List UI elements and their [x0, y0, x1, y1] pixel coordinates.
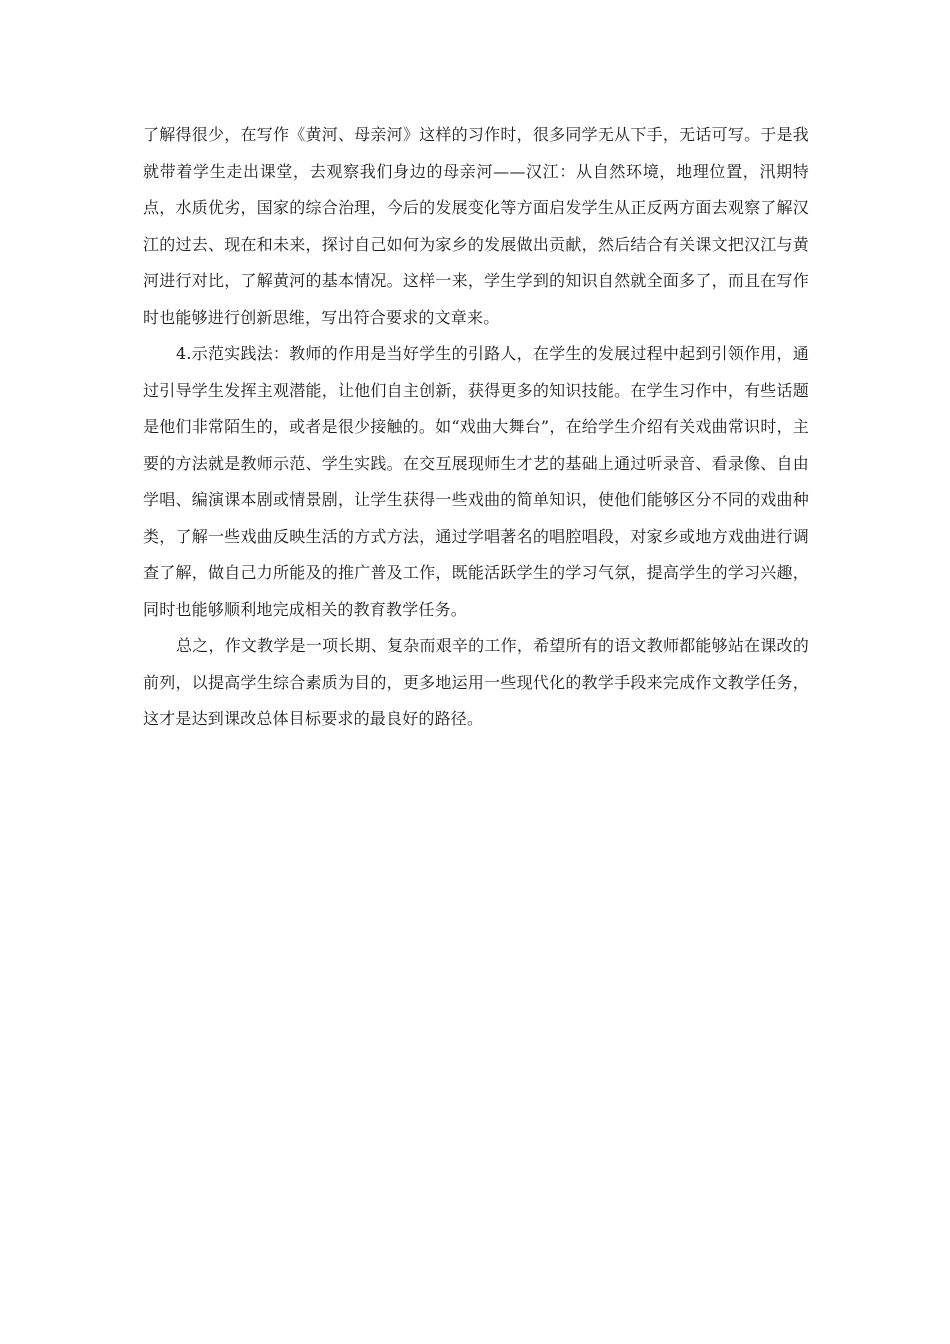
paragraph-demonstration-practice-method: 4.示范实践法：教师的作用是当好学生的引路人，在学生的发展过程中起到引领作用，通过引导学生发挥主观潜能，让他们自主创新，获得更多的知识技能。在学生习作中，有些话题是他们非常陌生的，或者是很少接触的。如“戏曲大舞台”，在给学生介绍有关戏曲常识时，主要的方法就是教师示范、学生实践。在交互展现师生才艺的基础上通过听录音、看录像、自由学唱、编演课本剧或情景剧，让学生获得一些戏曲的简单知识，使他们能够区分不同的戏曲种类，了解一些戏曲反映生活的方式方法，通过学唱著名的唱腔唱段，对家乡或地方戏曲进行调查了解，做自己力所能及的推广普及工作，既能活跃学生的学习气氛，提高学生的学习兴趣，同时也能够顺利地完成相关的教育教学任务。	[143, 344, 809, 619]
paragraph-conclusion: 总之，作文教学是一项长期、复杂而艰辛的工作，希望所有的语文教师都能够站在课改的前列，以提高学生综合素质为目的，更多地运用一些现代化的教学手段来完成作文教学任务，这才是达到课改总体目标要求的最良好的路径。	[143, 636, 809, 728]
paragraph-yellow-river-continuation: 了解得很少，在写作《黄河、母亲河》这样的习作时，很多同学无从下手，无话可写。于是我就带着学生走出课堂，去观察我们身边的母亲河——汉江：从自然环境，地理位置，汛期特点，水质优劣，国家的综合治理，今后的发展变化等方面启发学生从正反两方面去观察了解汉江的过去、现在和未来，探讨自己如何为家乡的发展做出贡献，然后结合有关课文把汉江与黄河进行对比，了解黄河的基本情况。这样一来，学生学到的知识自然就全面多了，而且在写作时也能够进行创新思维，写出符合要求的文章来。	[143, 125, 809, 327]
document-body	[143, 117, 809, 738]
